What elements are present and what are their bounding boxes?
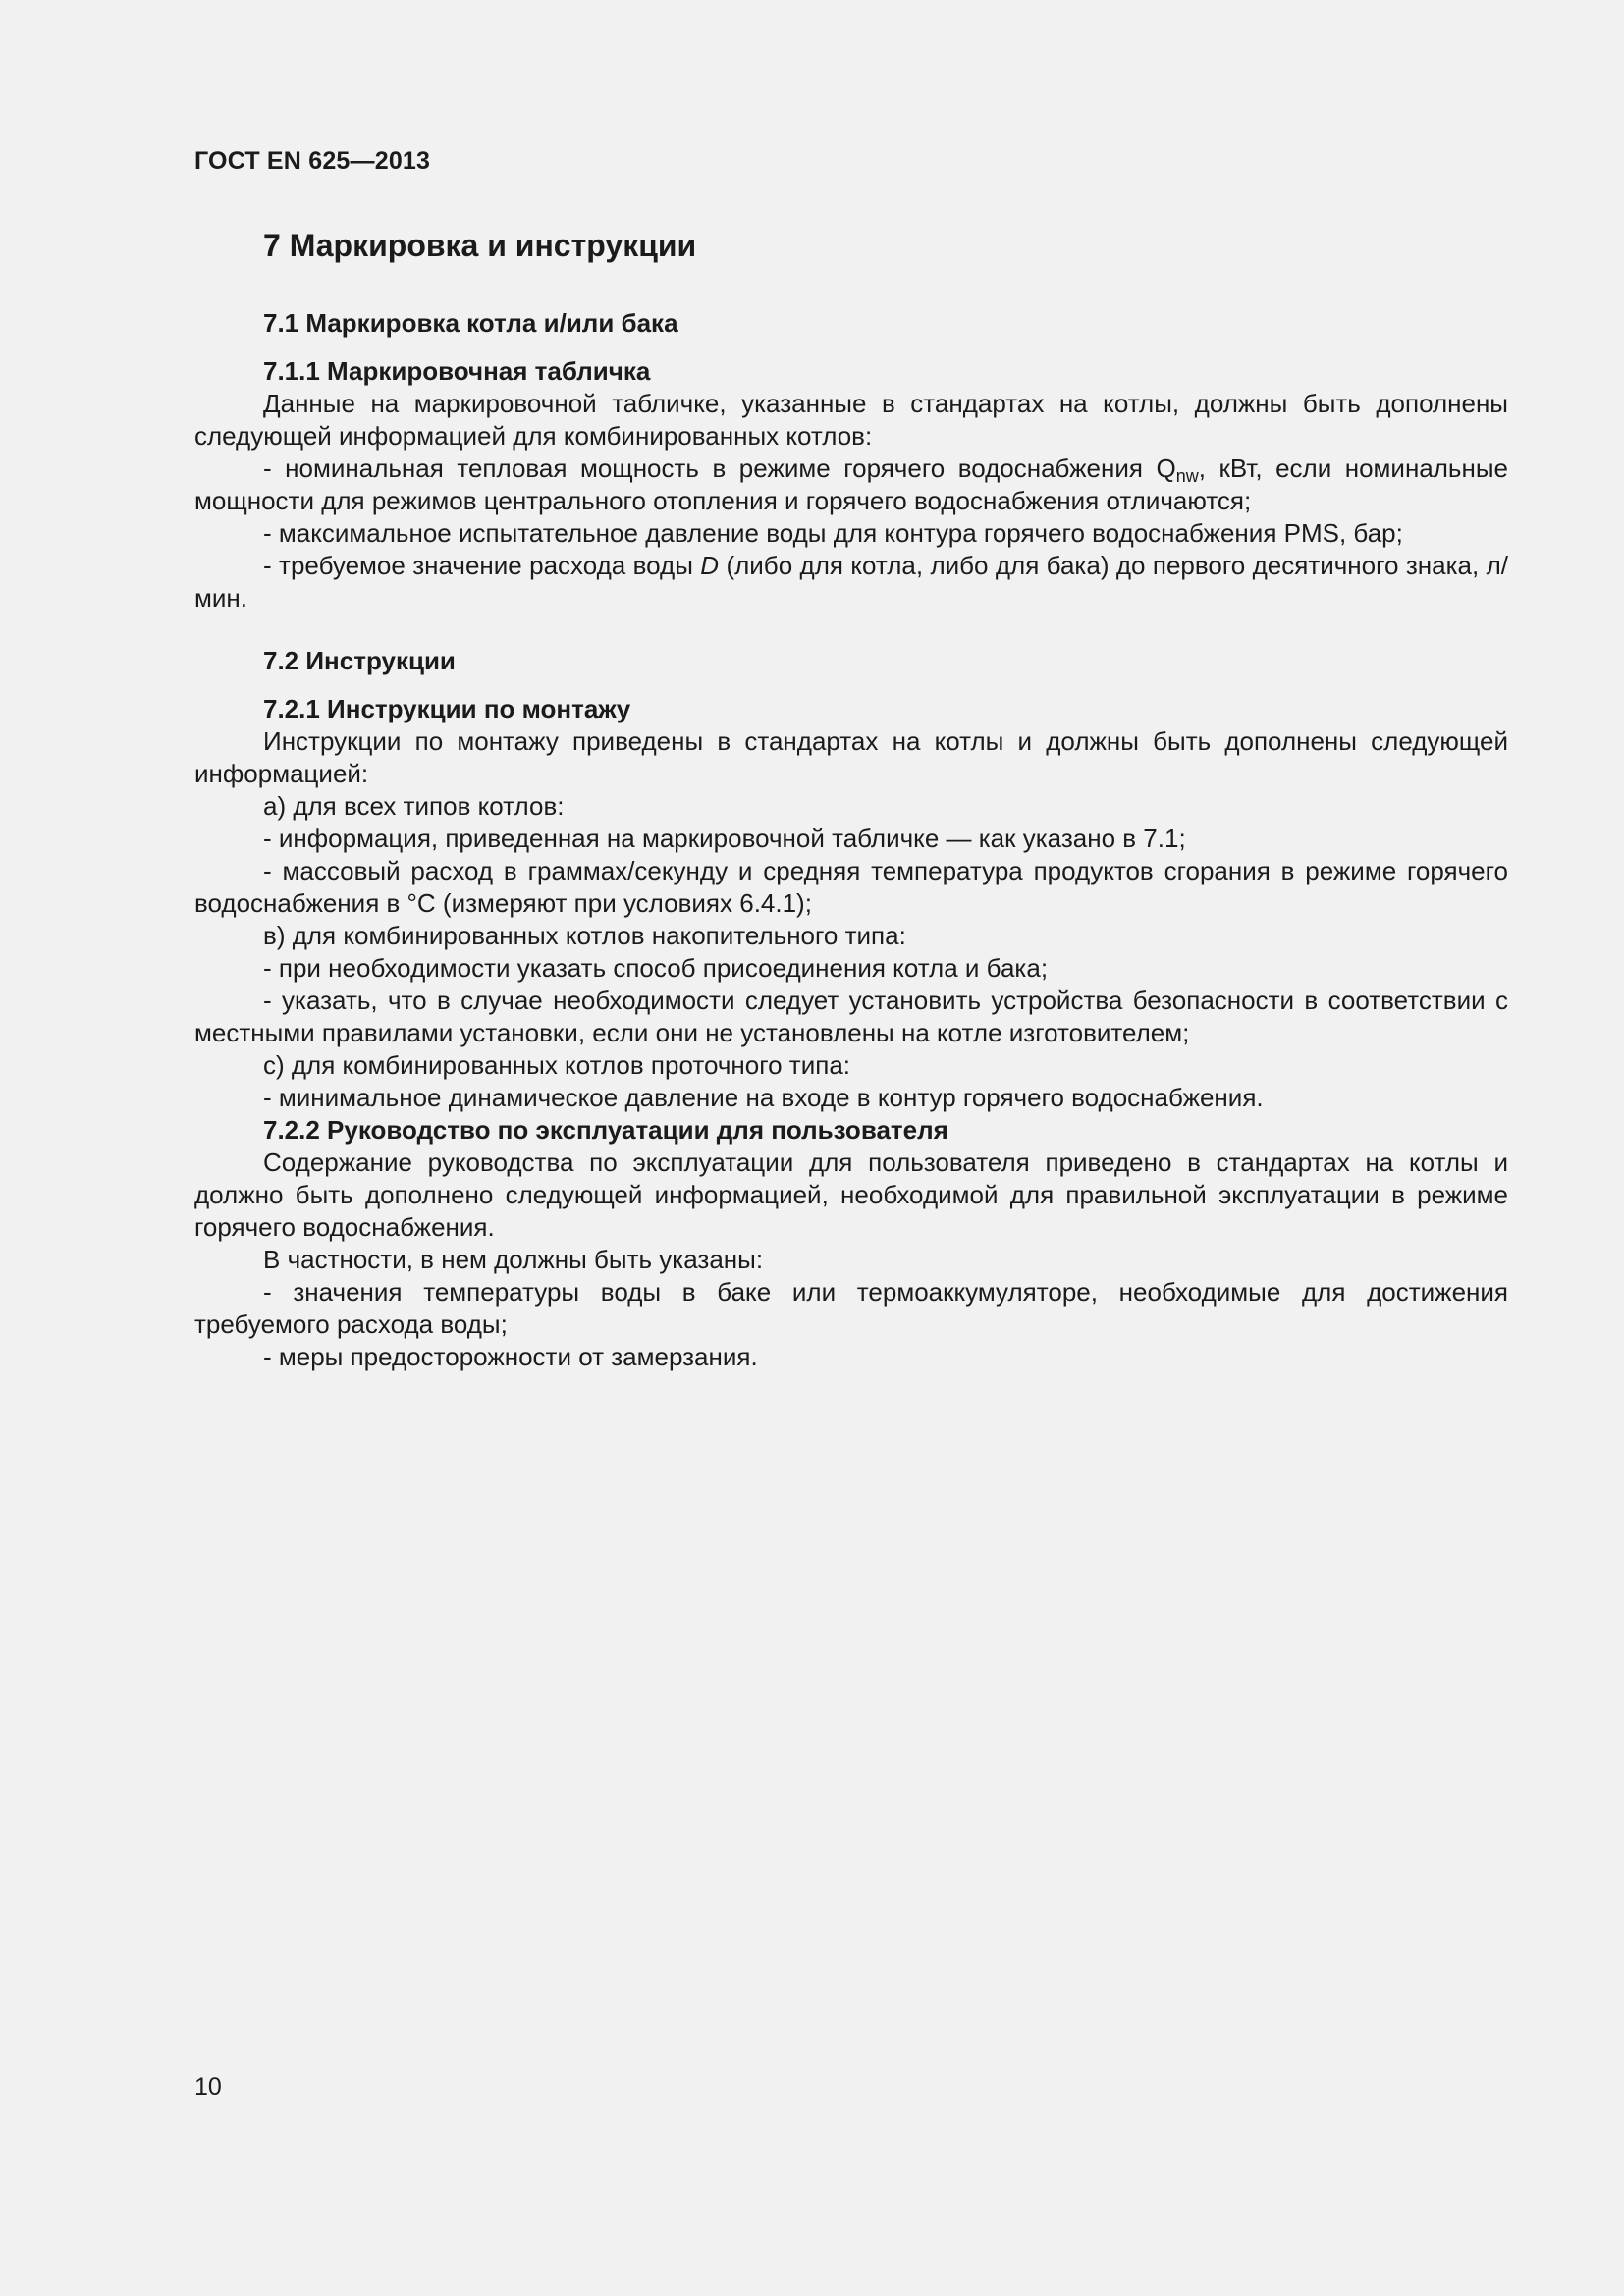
list-item: - указать, что в случае необходимости следует установить устройства безопасности в соответствии с местными правилами установки, если они не установлены на котле изготовителем; (194, 986, 1508, 1047)
paragraph: Инструкции по монтажу приведены в стандартах на котлы и должны быть дополнены следующей информацией: (194, 726, 1508, 788)
section-7-2-2-title: 7.2.2 Руководство по эксплуатации для пользователя (263, 1115, 948, 1145)
list-item: - меры предосторожности от замерзания. (263, 1342, 758, 1371)
list-item-nominal-power: - номинальная тепловая мощность в режиме горячего водоснабжения $Q_{nw}$, кВт, если номинальные мощности для режимов центрального отопления и горячего водоснабжения отличаются; (194, 454, 1508, 515)
section-7-1-title: 7.1 Маркировка котла и/или бака (263, 308, 678, 338)
list-item: - значения температуры воды в баке или термоаккумуляторе, необходимые для достижения требуемого расхода воды; (194, 1277, 1508, 1339)
list-item: - информация, приведенная на маркировочной табличке — как указано в 7.1; (263, 824, 1186, 853)
list-item-test-pressure: - максимальное испытательное давление воды для контура горячего водоснабжения PMS, бар; (263, 518, 1403, 548)
section-7-title: 7 Маркировка и инструкции (263, 228, 697, 263)
page-number: 10 (194, 2073, 222, 2101)
document-content (194, 222, 1508, 1373)
paragraph: В частности, в нем должны быть указаны: (263, 1245, 764, 1274)
paragraph: Данные на маркировочной табличке, указанные в стандартах на котлы, должны быть дополнены следующей информацией для комбинированных котлов: (194, 389, 1508, 451)
document-page (194, 0, 1508, 2296)
list-item: - при необходимости указать способ присоединения котла и бака; (263, 953, 1049, 983)
document-code-header: ГОСТ EN 625—2013 (194, 147, 431, 175)
list-item-flow-rate: - требуемое значение расхода воды D (либо для котла, либо для бака) до первого десятичного знака, л/мин. (194, 551, 1508, 613)
list-heading-c: c) для комбинированных котлов проточного типа: (263, 1050, 850, 1080)
list-heading-a: a) для всех типов котлов: (263, 791, 565, 821)
section-7-2-title: 7.2 Инструкции (263, 646, 456, 675)
list-item: - массовый расход в граммах/секунду и средняя температура продуктов сгорания в режиме горячего водоснабжения в °С (измеряют при условиях 6.4.1); (194, 856, 1508, 918)
list-item: - минимальное динамическое давление на входе в контур горячего водоснабжения. (263, 1083, 1264, 1112)
paragraph: Содержание руководства по эксплуатации для пользователя приведено в стандартах на котлы и должно быть дополнено следующей информацией, необходимой для правильной эксплуатации в режиме горячего водоснабжения. (194, 1148, 1508, 1242)
section-7-2-1-title: 7.2.1 Инструкции по монтажу (263, 694, 631, 723)
list-heading-b: в) для комбинированных котлов накопительного типа: (263, 921, 906, 950)
section-7-1-1-title: 7.1.1 Маркировочная табличка (263, 356, 651, 386)
